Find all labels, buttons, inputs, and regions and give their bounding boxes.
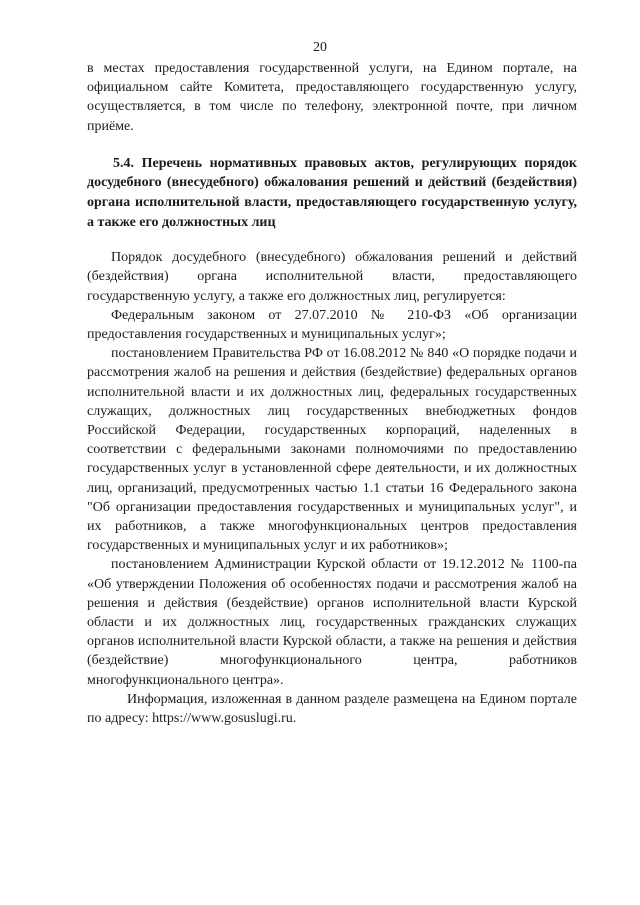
paragraph-regional-decree: постановлением Администрации Курской области от 19.12.2012 № 1100-па «Об утверждении Положения об особенностях подачи и рассмотрения жалоб на решения и действия (бездействие) органов исполнительной власти Курской области и их должностных лиц, государственных гражданских служащих органов исполнительной власти Курской области, а также на решения и действия (бездействие) многофункционального центра, работников многофункционального центра».	[87, 557, 577, 688]
paragraph-continuation: в местах предоставления государственной услуги, на Едином портале, на официальном сайте Комитета, предоставляющего государственную услугу, осуществляется, в том числе по телефону, электронной почте, при личном приёме.	[87, 61, 577, 134]
document-body	[87, 59, 577, 728]
paragraph-information: Информация, изложенная в данном разделе размещена на Едином портале по адресу: https://www.gosuslugi.ru.	[87, 691, 577, 727]
paragraph-federal-law: Федеральным законом от 27.07.2010 № 210-ФЗ «Об организации предоставления государственных и муниципальных услуг»;	[87, 307, 577, 342]
page-number: 20	[313, 40, 327, 55]
paragraph-intro: Порядок досудебного (внесудебного) обжалования решений и действий (бездействия) органа исполнительной власти, предоставляющего государственную услугу, а также его должностных лиц, регулируется:	[87, 250, 577, 304]
paragraph-government-decree: постановлением Правительства РФ от 16.08.2012 № 840 «О порядке подачи и рассмотрения жалоб на решения и действия (бездействие) федеральных органов исполнительной власти и их должностных лиц, федеральных государственных служащих, должностных лиц государственных внебюджетных фондов Российской Федерации, государственных корпораций, наделенных в соответствии с федеральными законами полномочиями по предоставлению государственных услуг в установленной сфере деятельности, и их должностных лиц, организаций, предусмотренных частью 1.1 статьи 16 Федерального закона "Об организации предоставления государственных и муниципальных услуг", и их работников, а также многофункциональных центров предоставления государственных и муниципальных услуг и их работников»;	[87, 346, 577, 554]
section-heading: 5.4. Перечень нормативных правовых актов, регулирующих порядок досудебного (внесудебного) обжалования решений и действий (бездействия) органа исполнительной власти, предоставляющего государственную услугу, а также его должностных лиц	[87, 155, 577, 230]
